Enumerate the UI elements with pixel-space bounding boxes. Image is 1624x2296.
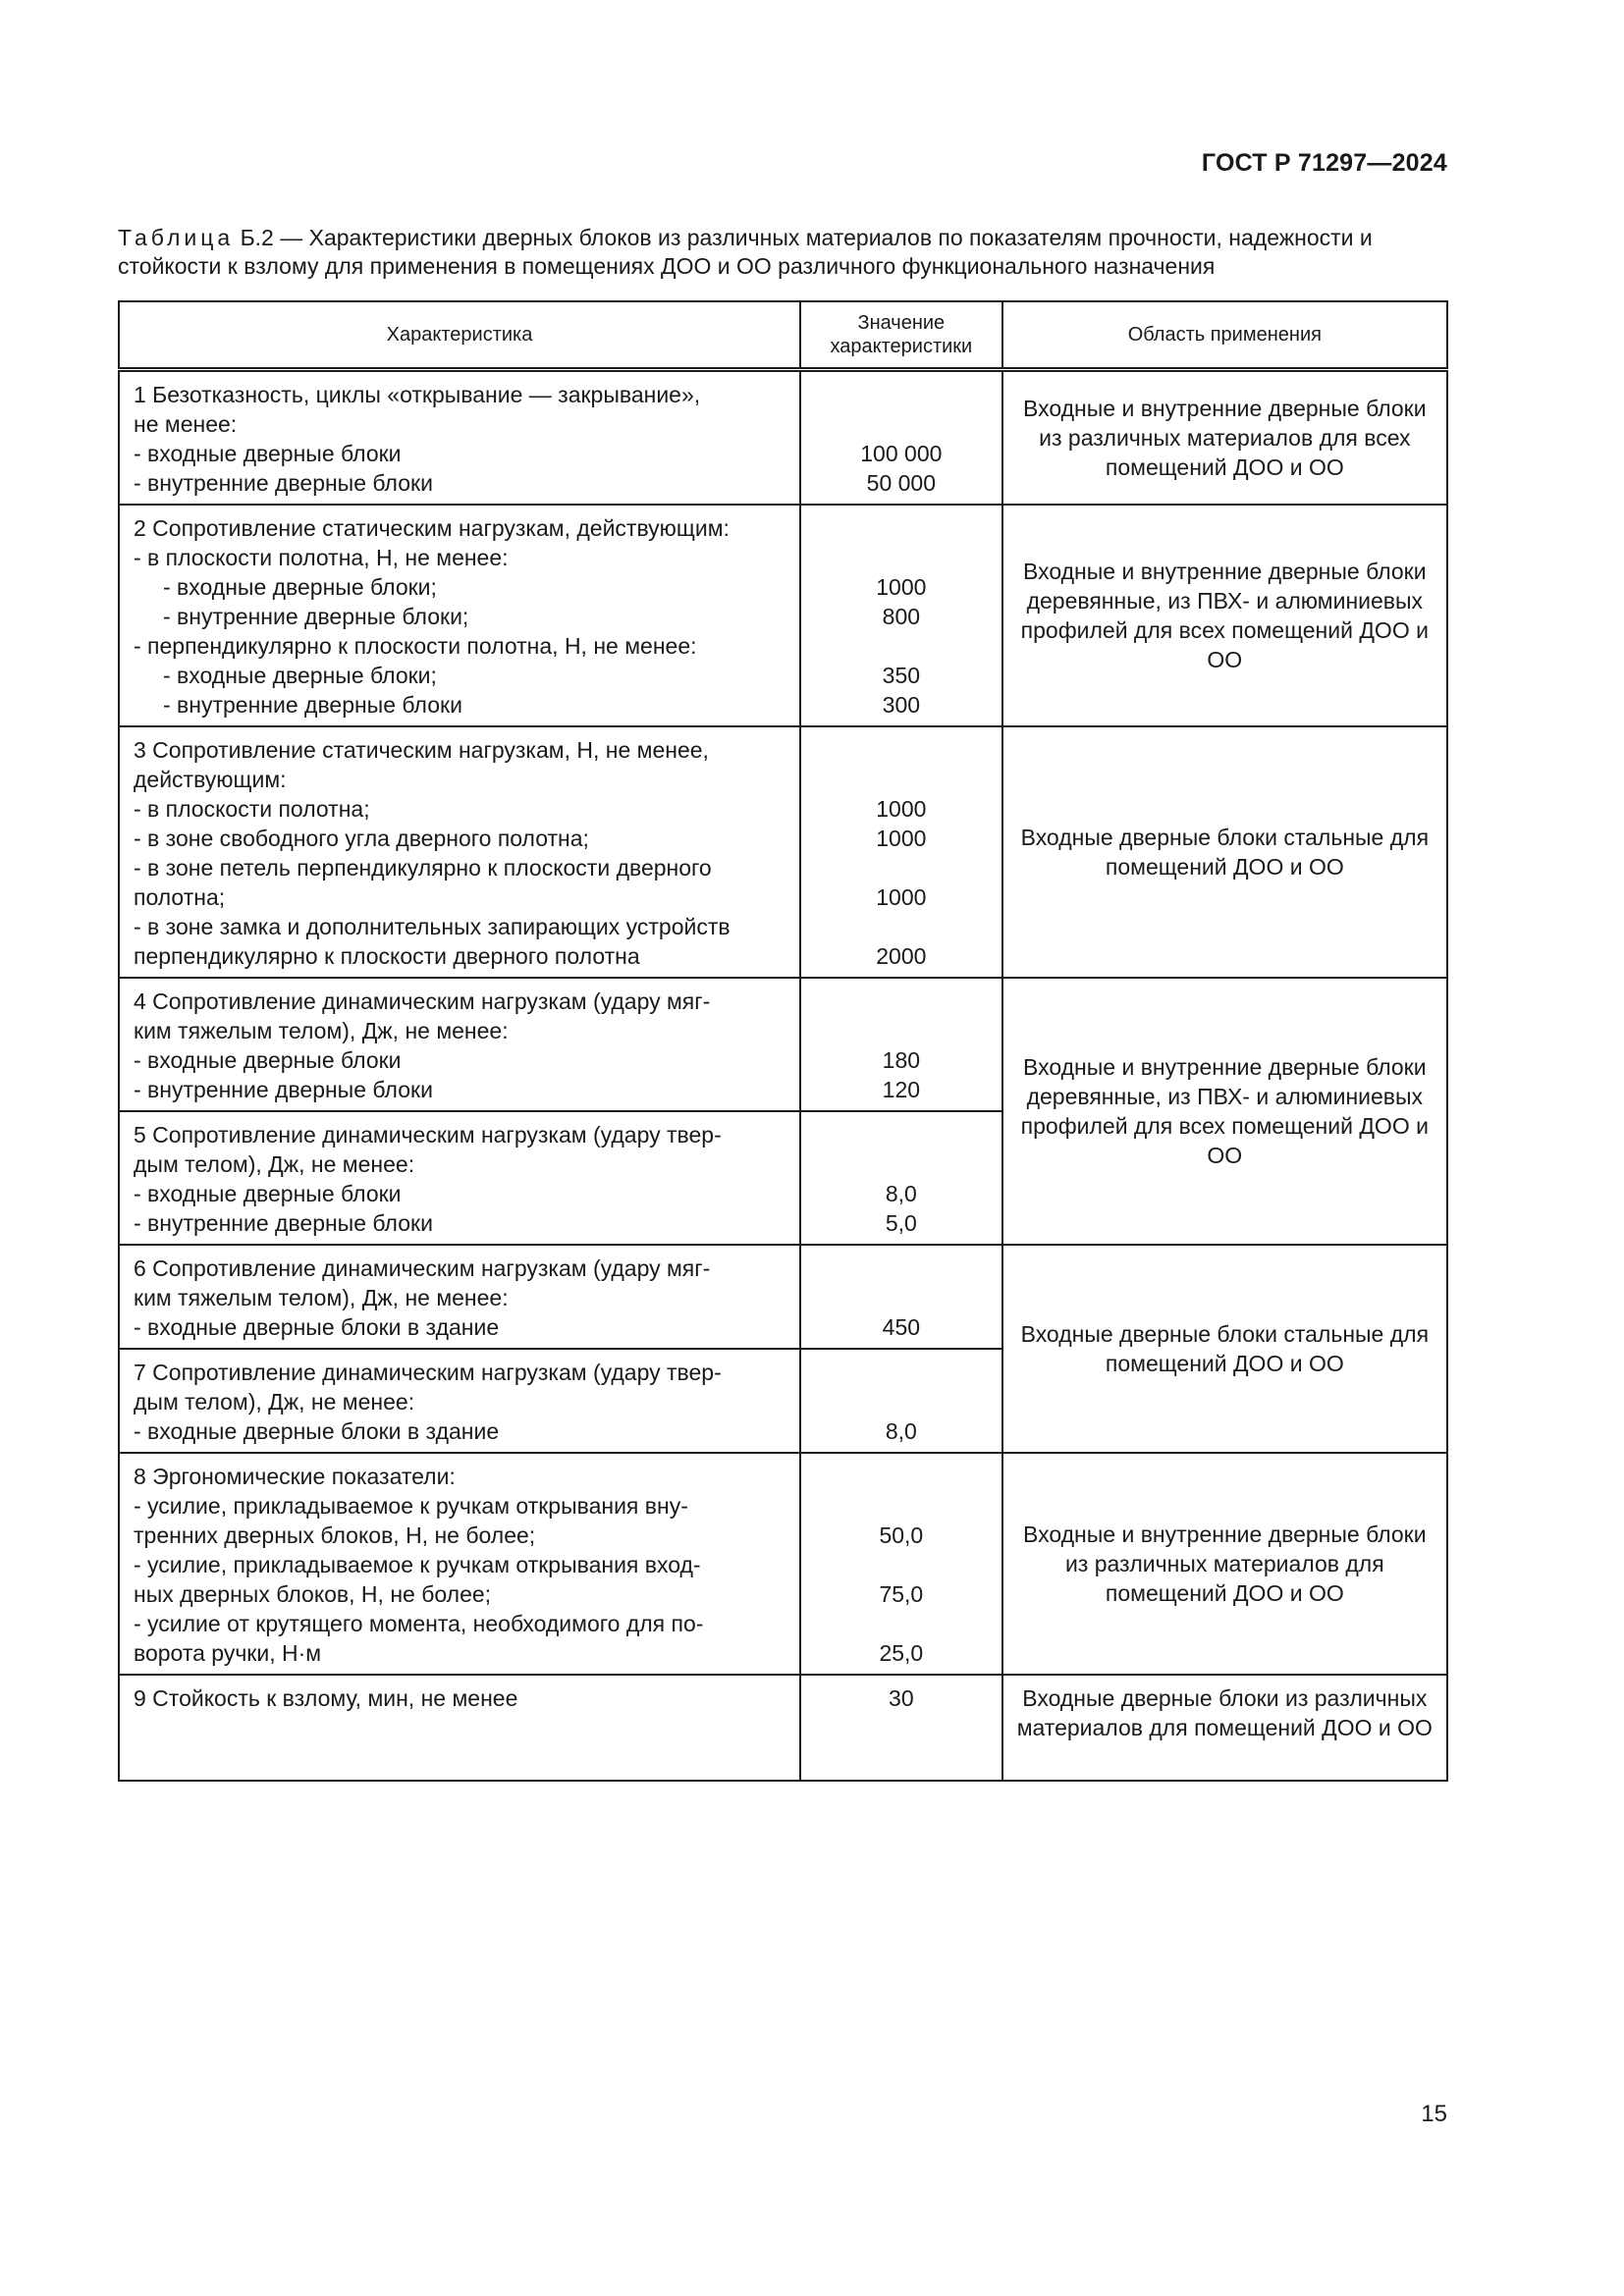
value-cell: 50,0 75,0 25,0 <box>800 1453 1002 1675</box>
table-caption <box>118 224 1443 281</box>
area-cell: Входные дверные блоки стальные для помещений ДОО и ОО <box>1002 1245 1447 1453</box>
characteristic-cell: 9 Стойкость к взлому, мин, не менее <box>119 1675 800 1781</box>
page-number: 15 <box>1421 2101 1447 2127</box>
area-cell: Входные и внутренние дверные блоки из различных материалов для помещений ДОО и ОО <box>1002 1453 1447 1675</box>
header-area: Область применения <box>1002 301 1447 370</box>
characteristic-cell: 7 Сопротивление динамическим нагрузкам (удару твер- дым телом), Дж, не менее: - входные дверные блоки в здание <box>119 1349 800 1453</box>
characteristic-cell: 2 Сопротивление статическим нагрузкам, действующим: - в плоскости полотна, Н, не менее: - входные дверные блоки; - внутренние дверные блоки; - перпендикулярно к плоскости полотна, Н, не менее: - входные дверные блоки; - внутренние дверные блоки <box>119 505 800 726</box>
characteristics-table <box>118 300 1448 1782</box>
table-row <box>119 726 1447 978</box>
characteristic-cell: 5 Сопротивление динамическим нагрузкам (удару твер- дым телом), Дж, не менее: - входные дверные блоки - внутренние дверные блоки <box>119 1111 800 1245</box>
table-header-row <box>119 301 1447 370</box>
area-cell: Входные и внутренние дверные блоки деревянные, из ПВХ- и алюминиевых профилей для всех помещений ДОО и ОО <box>1002 978 1447 1245</box>
table-row <box>119 1245 1447 1349</box>
table-row <box>119 1675 1447 1781</box>
value-cell: 450 <box>800 1245 1002 1349</box>
value-cell: 180 120 <box>800 978 1002 1111</box>
table-row <box>119 505 1447 726</box>
characteristic-cell: 1 Безотказность, циклы «открывание — закрывание», не менее: - входные дверные блоки - внутренние дверные блоки <box>119 370 800 506</box>
caption-lead: Таблица <box>118 225 235 250</box>
caption-text: Б.2 — Характеристики дверных блоков из различных материалов по показателям прочности, надежности и стойкости к взлому для применения в помещениях ДОО и ОО различного функционального назначения <box>118 225 1373 279</box>
characteristic-cell: 6 Сопротивление динамическим нагрузкам (удару мяг- ким тяжелым телом), Дж, не менее: - входные дверные блоки в здание <box>119 1245 800 1349</box>
value-cell: 100 000 50 000 <box>800 370 1002 506</box>
value-cell: 8,0 5,0 <box>800 1111 1002 1245</box>
value-cell: 1000 1000 1000 2000 <box>800 726 1002 978</box>
table-row <box>119 370 1447 506</box>
header-value: Значение характеристики <box>800 301 1002 370</box>
characteristic-cell: 4 Сопротивление динамическим нагрузкам (удару мяг- ким тяжелым телом), Дж, не менее: - входные дверные блоки - внутренние дверные блоки <box>119 978 800 1111</box>
value-cell: 30 <box>800 1675 1002 1781</box>
area-cell: Входные и внутренние дверные блоки из различных материалов для всех помещений ДОО и ОО <box>1002 370 1447 506</box>
characteristic-cell: 8 Эргономические показатели: - усилие, прикладываемое к ручкам открывания вну- тренних дверных блоков, Н, не более; - усилие, прикладываемое к ручкам открывания вход- ных дверных блоков, Н, не более; - усилие от крутящего момента, необходимого для по- ворота ручки, Н·м <box>119 1453 800 1675</box>
area-cell: Входные дверные блоки из различных материалов для помещений ДОО и ОО <box>1002 1675 1447 1781</box>
value-cell: 8,0 <box>800 1349 1002 1453</box>
area-cell: Входные дверные блоки стальные для помещений ДОО и ОО <box>1002 726 1447 978</box>
table-row <box>119 1453 1447 1675</box>
value-cell: 1000 800 350 300 <box>800 505 1002 726</box>
document-code: ГОСТ Р 71297—2024 <box>1201 149 1447 177</box>
table-row <box>119 978 1447 1111</box>
area-cell: Входные и внутренние дверные блоки деревянные, из ПВХ- и алюминиевых профилей для всех помещений ДОО и ОО <box>1002 505 1447 726</box>
header-characteristic: Характеристика <box>119 301 800 370</box>
characteristic-cell: 3 Сопротивление статическим нагрузкам, Н, не менее, действующим: - в плоскости полотна; - в зоне свободного угла дверного полотна; - в зоне петель перпендикулярно к плоскости дверного полотна; - в зоне замка и дополнительных запирающих устройств перпендикулярно к плоскости дверного полотна <box>119 726 800 978</box>
